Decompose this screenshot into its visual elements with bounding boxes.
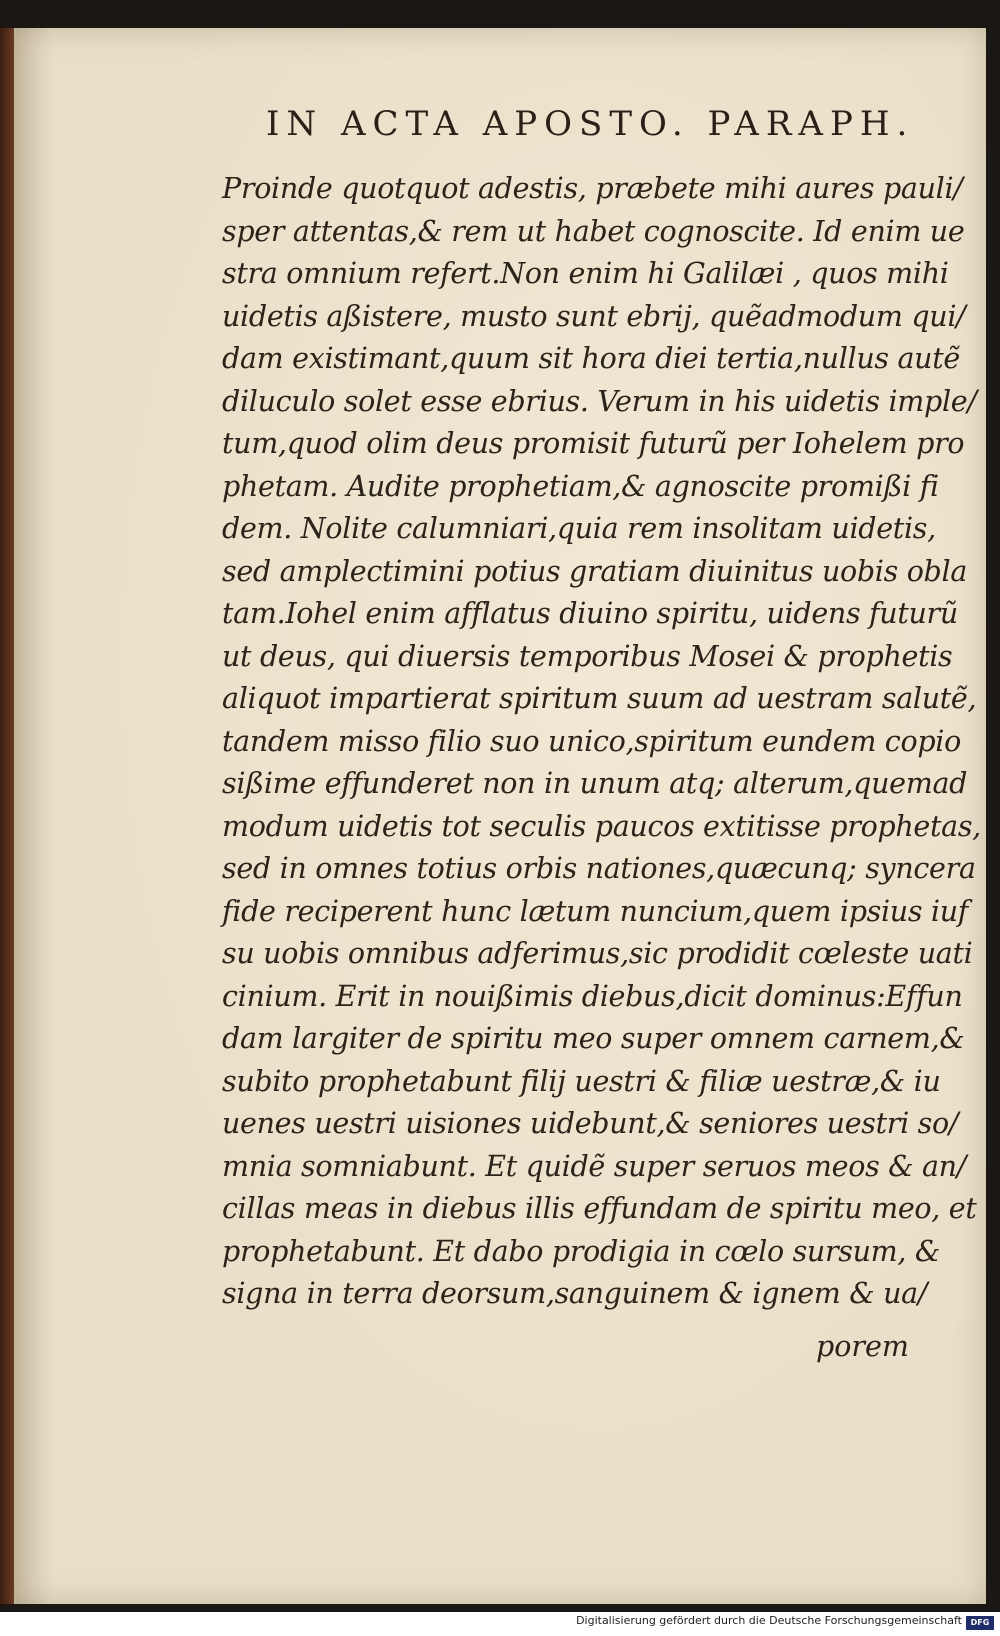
text-line: modum uidetis tot seculis paucos extitisse prophetas, — [222, 809, 981, 843]
text-line: cinium. Erit in nouißimis diebus,dicit dominus:Effun — [222, 979, 963, 1013]
body-text — [222, 168, 981, 1316]
text-line: sper attentas,& rem ut habet cognoscite. Id enim ue — [222, 214, 965, 248]
text-line: ut deus, qui diuersis temporibus Mosei & prophetis — [222, 639, 953, 673]
text-line: aliquot impartierat spiritum suum ad uestram salutẽ, — [222, 682, 977, 715]
text-line: prophetabunt. Et dabo prodigia in cœlo sursum, & — [222, 1234, 940, 1268]
text-line: subito prophetabunt filij uestri & filiæ uestræ,& iu — [222, 1064, 941, 1098]
text-line: phetam. Audite prophetiam,& agnoscite promißi fi — [222, 469, 939, 503]
footer-credit: Digitalisierung gefördert durch die Deutsche Forschungsgemeinschaft — [576, 1614, 962, 1627]
book-edge — [0, 28, 14, 1604]
text-line: dam largiter de spiritu meo super omnem carnem,& — [222, 1022, 965, 1055]
text-line: stra omnium refert.Non enim hi Galilæi , quos mihi — [222, 257, 949, 290]
text-line: dam existimant,quum sit hora diei tertia,nullus autẽ — [222, 342, 960, 375]
text-line: tum,quod olim deus promisit futurũ per Iohelem pro — [222, 427, 965, 460]
text-line: mnia somniabunt. Et quidẽ super seruos meos & an/ — [222, 1149, 967, 1183]
text-line: diluculo solet esse ebrius. Verum in his uidetis imple/ — [222, 384, 977, 418]
text-line: su uobis omnibus adferimus,sic prodidit cœleste uati — [222, 937, 973, 970]
text-line: tandem misso filio suo unico,spiritum eundem copio — [222, 724, 961, 758]
text-line: uidetis aßistere, musto sunt ebrij, quẽadmodum qui/ — [222, 299, 966, 333]
text-line: cillas meas in diebus illis effundam de spiritu meo, et — [222, 1192, 977, 1225]
text-line: dem. Nolite calumniari,quia rem insolitam uidetis, — [222, 512, 936, 545]
text-line: signa in terra deorsum,sanguinem & ignem & ua/ — [222, 1277, 928, 1310]
running-header: IN ACTA APOSTO. PARAPH. — [266, 104, 915, 144]
footer-bar — [0, 1612, 1000, 1636]
dfg-logo-icon: DFG — [966, 1616, 994, 1630]
text-line: sed in omnes totius orbis nationes,quæcunq; syncera — [222, 852, 976, 885]
text-line: Proinde quotquot adestis, præbete mihi aures pauli/ — [222, 172, 963, 205]
text-line: sed amplectimini potius gratiam diuinitus uobis obla — [222, 554, 968, 588]
text-line: fide reciperent hunc lætum nuncium,quem ipsius iuf — [222, 894, 969, 928]
text-line: tam.Iohel enim afflatus diuino spiritu, uidens futurũ — [222, 597, 958, 630]
catchword: porem — [816, 1330, 909, 1363]
text-line: sißime effunderet non in unum atq; alterum,quemad — [222, 767, 968, 800]
text-line: uenes uestri uisiones uidebunt,& seniores uestri so/ — [222, 1107, 959, 1140]
